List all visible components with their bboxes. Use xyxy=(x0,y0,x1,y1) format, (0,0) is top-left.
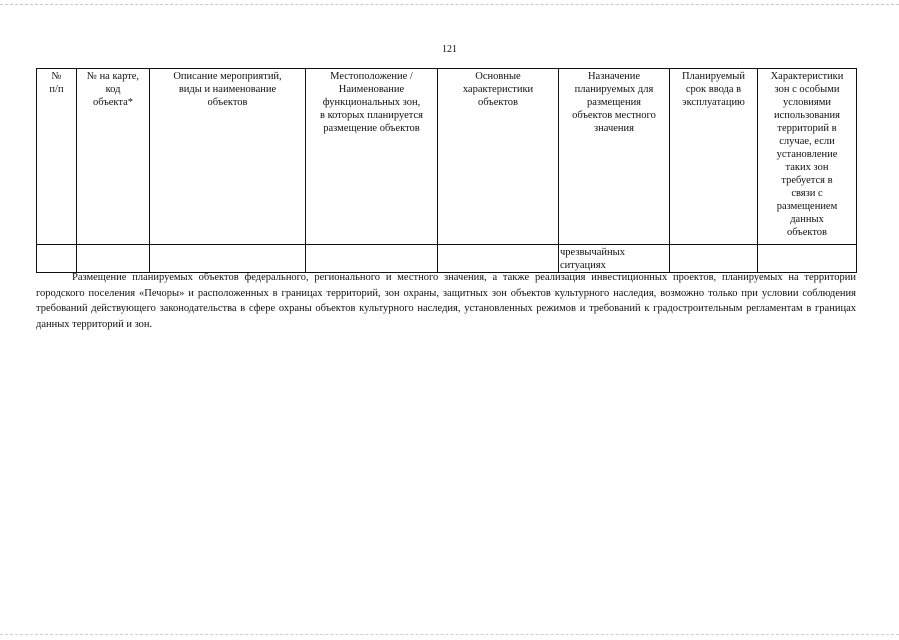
header-purpose: Назначение планируемых для размещения объектов местного значения xyxy=(559,69,670,245)
header-map-code: № на карте, код объекта* xyxy=(77,69,150,245)
header-commission-date: Планируемый срок ввода в эксплуатацию xyxy=(670,69,758,245)
header-special-zones: Характеристики зон с особыми условиями использования территорий в случае, если установление таких зон требуется в связи с размещением данных объектов xyxy=(758,69,857,245)
header-location: Местоположение / Наименование функциональных зон, в которых планируется размещение объектов xyxy=(306,69,438,245)
objects-table xyxy=(36,68,857,273)
header-number: № п/п xyxy=(37,69,77,245)
table-cell xyxy=(438,245,559,273)
scan-edge-top xyxy=(0,4,899,5)
header-characteristics: Основные характеристики объектов xyxy=(438,69,559,245)
header-description: Описание мероприятий, виды и наименование объектов xyxy=(150,69,306,245)
scan-edge-bottom xyxy=(0,634,899,635)
table-row xyxy=(37,245,857,273)
table-cell xyxy=(37,245,77,273)
table-cell-purpose: чрезвычайных ситуациях xyxy=(559,245,670,273)
table-cell xyxy=(77,245,150,273)
table-header-row xyxy=(37,69,857,245)
table-cell xyxy=(150,245,306,273)
table-cell xyxy=(758,245,857,273)
note-paragraph: Размещение планируемых объектов федерального, регионального и местного значения, а также реализация инвестиционных проектов, планируемых на территории городского поселения «Печоры» и расположенных в границах территорий, зон охраны, защитных зон объектов культурного наследия, возможно только при условии соблюдения требований действующего законодательства в сфере охраны объектов культурного наследия, установленных режимов и требований к градостроительным регламентам в границах данных территорий и зон. xyxy=(36,272,856,330)
table-cell xyxy=(670,245,758,273)
page-number: 121 xyxy=(442,44,457,55)
table-cell xyxy=(306,245,438,273)
